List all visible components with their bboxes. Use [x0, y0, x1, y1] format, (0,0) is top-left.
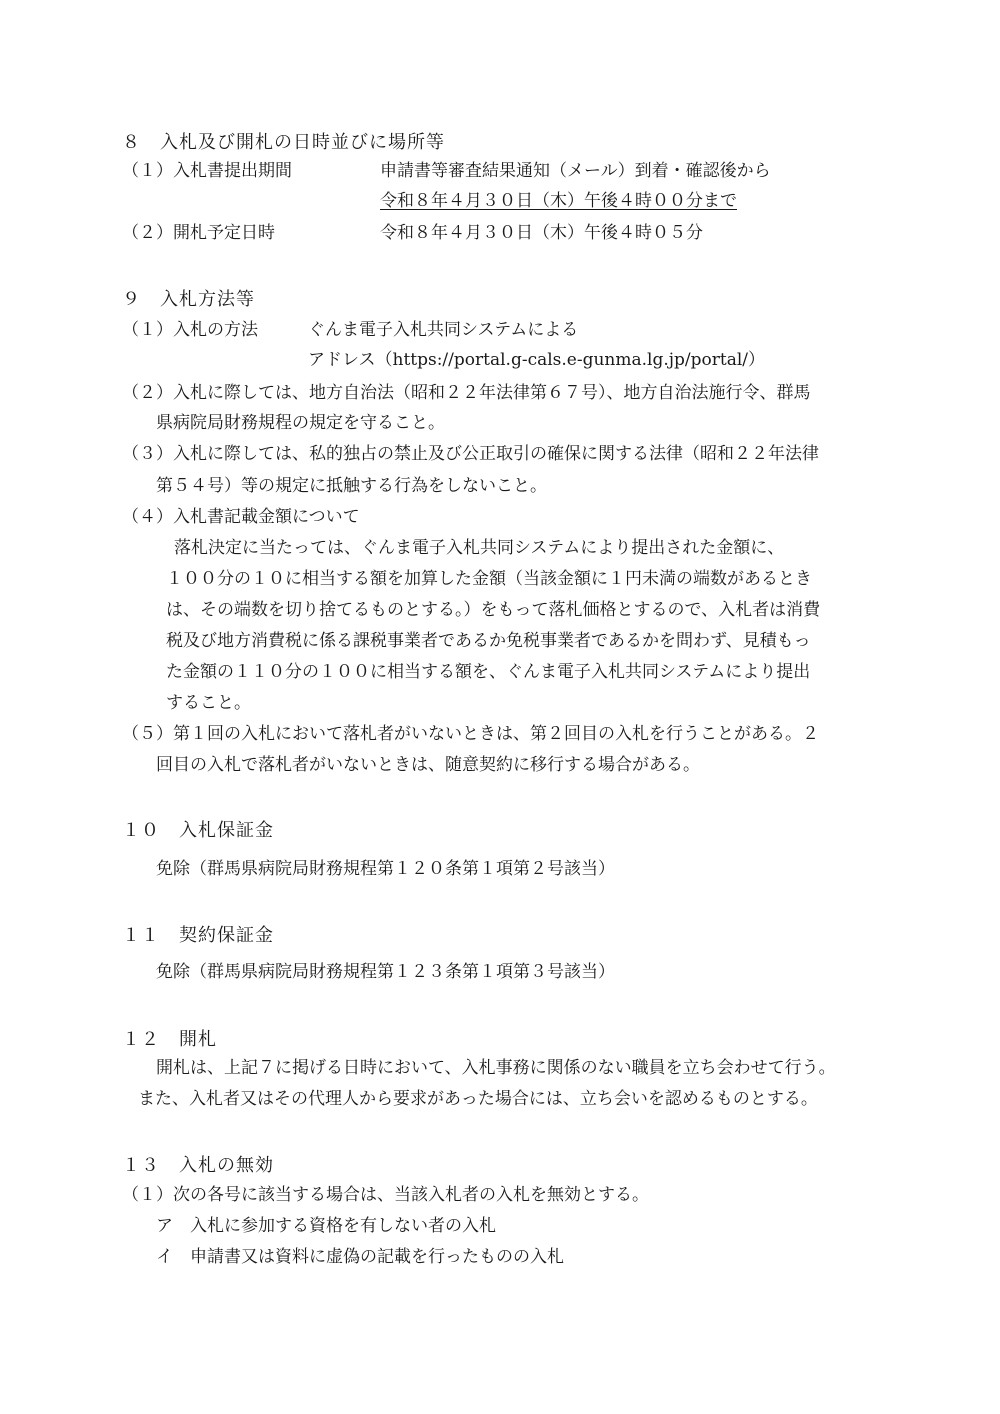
- s13-item-a: ア 入札に参加する資格を有しない者の入札: [156, 1216, 496, 1236]
- s13-item1: （１）次の各号に該当する場合は、当該入札者の入札を無効とする。: [122, 1185, 649, 1205]
- s8-item2-value: 令和８年４月３０日（木）午後４時０５分: [380, 223, 703, 243]
- section-12-heading: １２ 開札: [122, 1029, 217, 1050]
- s12-line1: 開札は、上記７に掲げる日時において、入札事務に関係のない職員を立ち会わせて行う。: [156, 1058, 836, 1078]
- s9-item1-address: アドレス（https://portal.g-cals.e-gunma.lg.jp/portal/）: [308, 350, 766, 370]
- s9-item4-line5: た金額の１１０分の１００に相当する額を、ぐんま電子入札共同システムにより提出: [166, 662, 811, 682]
- s8-item2-label: （２）開札予定日時: [122, 223, 275, 243]
- s9-item4-line2: １００分の１０に相当する額を加算した金額（当該金額に１円未満の端数があるとき: [166, 569, 812, 589]
- s8-item1-deadline: 令和８年４月３０日（木）午後４時００分まで: [380, 191, 737, 211]
- s9-item5-line2: 回目の入札で落札者がいないときは、随意契約に移行する場合がある。: [156, 755, 700, 775]
- s10-body: 免除（群馬県病院局財務規程第１２０条第１項第２号該当）: [156, 859, 615, 879]
- section-13-heading: １３ 入札の無効: [122, 1155, 274, 1176]
- s12-line2: また、入札者又はその代理人から要求があった場合には、立ち会いを認めるものとする。: [138, 1089, 818, 1109]
- s11-body: 免除（群馬県病院局財務規程第１２３条第１項第３号該当）: [156, 962, 615, 982]
- s9-item2-line2: 県病院局財務規程の規定を守ること。: [156, 413, 445, 433]
- s9-item4-line3: は、その端数を切り捨てるものとする。）をもって落札価格とするので、入札者は消費: [166, 600, 821, 620]
- s9-item3-line2: 第５４号）等の規定に抵触する行為をしないこと。: [156, 476, 547, 496]
- s9-item4-label: （４）入札書記載金額について: [122, 507, 360, 527]
- s9-item4-line4: 税及び地方消費税に係る課税事業者であるか免税事業者であるかを問わず、見積もっ: [166, 631, 811, 651]
- s9-item1-value: ぐんま電子入札共同システムによる: [308, 320, 579, 340]
- s9-item5-line1: （５）第１回の入札において落札者がいないときは、第２回目の入札を行うことがある。２: [122, 724, 819, 744]
- section-9-heading: ９ 入札方法等: [122, 289, 255, 310]
- s13-item-b: イ 申請書又は資料に虚偽の記載を行ったものの入札: [156, 1247, 564, 1267]
- s9-item2-line1: （２）入札に際しては、地方自治法（昭和２２年法律第６７号）、地方自治法施行令、群馬: [122, 383, 811, 403]
- section-10-heading: １０ 入札保証金: [122, 820, 274, 841]
- s8-item1-label: （１）入札書提出期間: [122, 161, 292, 181]
- s8-item1-line1: 申請書等審査結果通知（メール）到着・確認後から: [380, 161, 771, 181]
- s9-item4-line6: すること。: [166, 693, 251, 713]
- section-11-heading: １１ 契約保証金: [122, 925, 274, 946]
- section-8-heading: ８ 入札及び開札の日時並びに場所等: [122, 132, 445, 153]
- s9-item1-label: （１）入札の方法: [122, 320, 258, 340]
- s9-item4-line1: 落札決定に当たっては、ぐんま電子入札共同システムにより提出された金額に、: [174, 538, 785, 558]
- s9-item3-line1: （３）入札に際しては、私的独占の禁止及び公正取引の確保に関する法律（昭和２２年法律: [122, 444, 819, 464]
